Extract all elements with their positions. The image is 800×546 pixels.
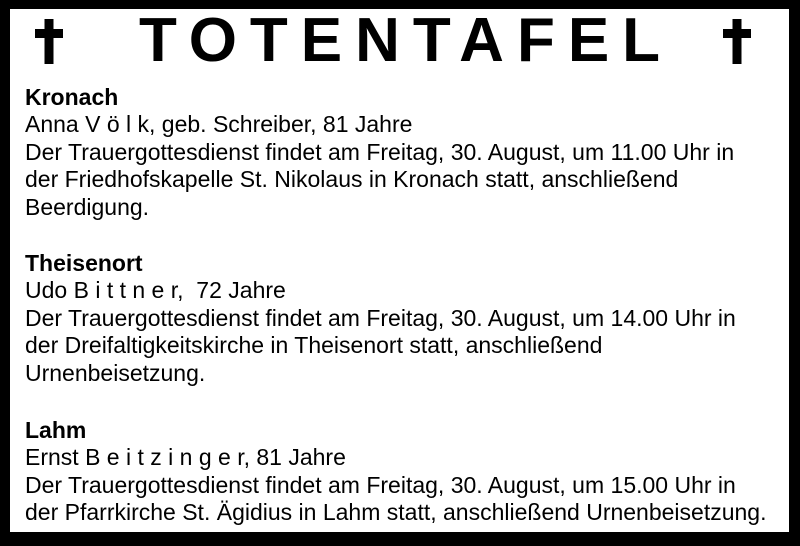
place-heading: Theisenort (25, 250, 143, 276)
deceased-name-line: Ernst B e i t z i n g e r, 81 Jahre (25, 444, 346, 470)
notice-body-line: Der Trauergottesdienst findet am Freitag, 30. August, um 15.00 Uhr in (25, 471, 736, 498)
notice-section-kronach (25, 83, 783, 221)
notice-body-line: Urnenbeisetzung. (25, 359, 206, 386)
notice-body-line: der Pfarrkirche St. Ägidius in Lahm statt, anschließend Urnenbeisetzung. (25, 499, 767, 525)
notice-section-lahm (25, 416, 783, 527)
notice-body-line: Beerdigung. (25, 193, 150, 220)
place-heading: Lahm (25, 417, 87, 443)
notice-body-line: Der Trauergottesdienst findet am Freitag, 30. August, um 11.00 Uhr in (25, 138, 735, 165)
notice-section-theisenort (25, 249, 783, 387)
deceased-name-line: Anna V ö l k, geb. Schreiber, 81 Jahre (25, 111, 413, 137)
deceased-name-line: Udo B i t t n e r, 72 Jahre (25, 277, 286, 303)
place-heading: Kronach (25, 84, 119, 110)
notice-body-line: der Dreifaltigkeitskirche in Theisenort statt, anschließend (25, 332, 603, 358)
notice-body-line: Der Trauergottesdienst findet am Freitag, 30. August, um 14.00 Uhr in (25, 304, 736, 331)
latin-cross-icon (723, 19, 751, 64)
board-title: TOTENTAFEL (138, 6, 674, 75)
notice-board-header (10, 6, 789, 79)
notice-body-line: der Friedhofskapelle St. Nikolaus in Kronach statt, anschließend (25, 166, 679, 192)
